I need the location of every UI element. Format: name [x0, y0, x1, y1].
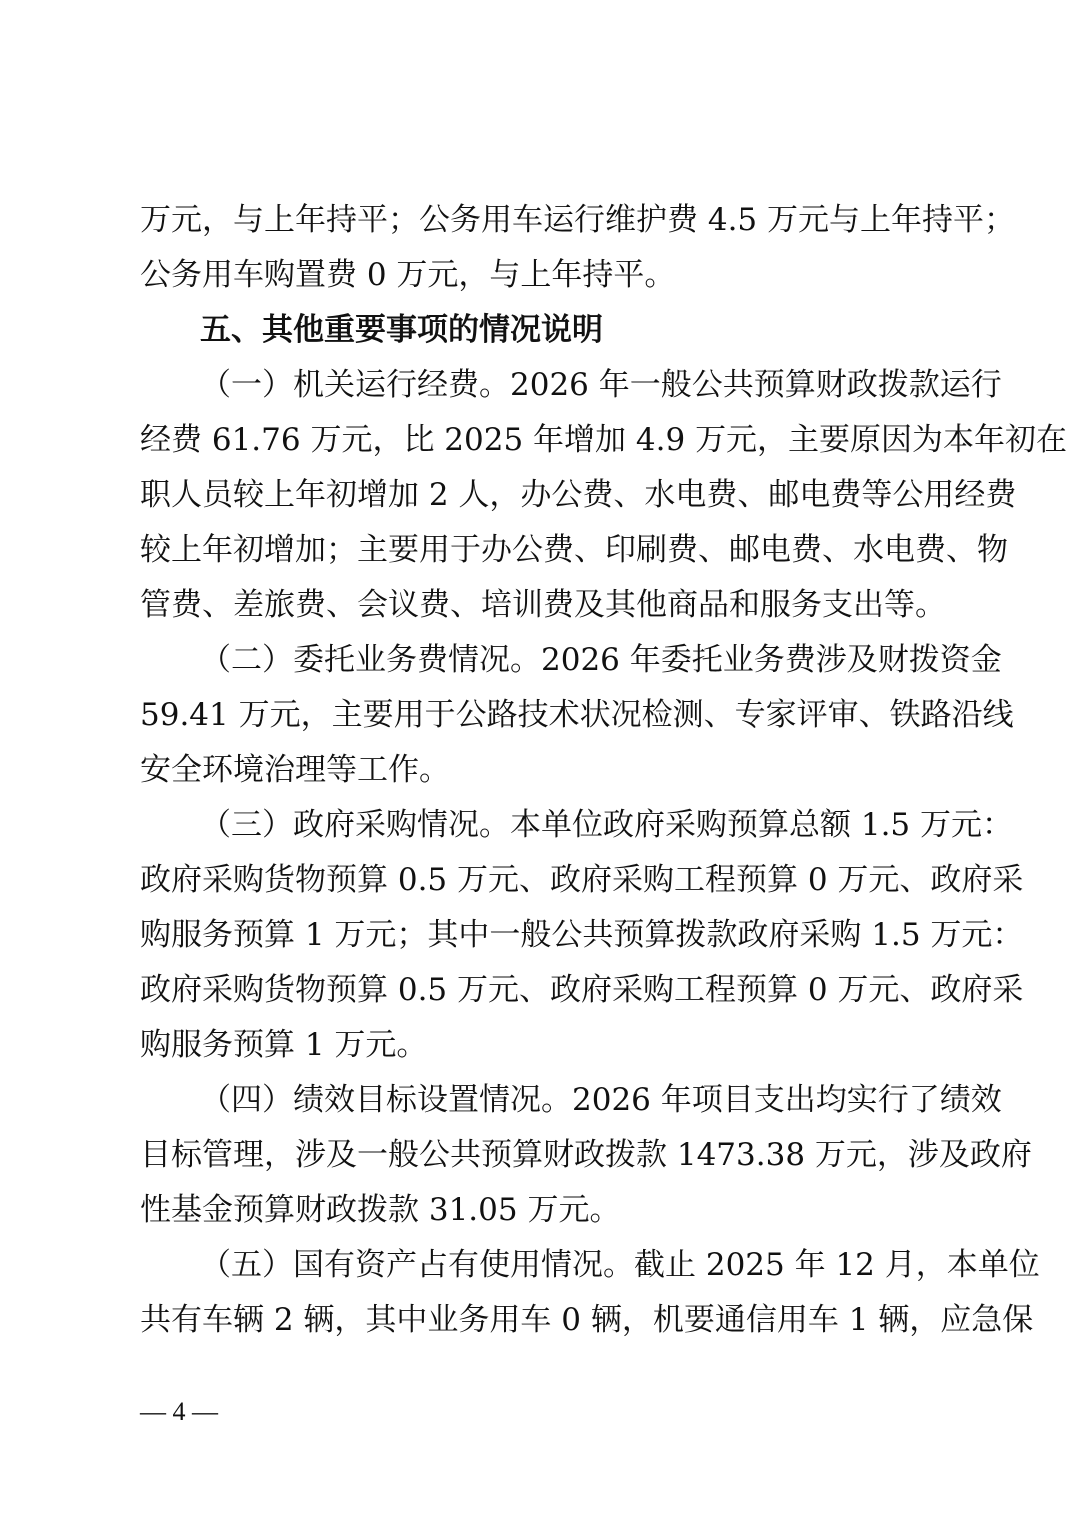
body-line: 政府采购货物预算 0.5 万元、政府采购工程预算 0 万元、政府采	[140, 862, 1024, 898]
body-line: 管费、差旅费、会议费、培训费及其他商品和服务支出等。	[140, 587, 946, 623]
paragraph-start-line: （五）国有资产占有使用情况。截止 2025 年 12 月，本单位	[200, 1247, 1040, 1283]
body-line: 经费 61.76 万元，比 2025 年增加 4.9 万元，主要原因为本年初在	[140, 422, 1068, 458]
paragraph-start-line: （一）机关运行经费。2026 年一般公共预算财政拨款运行	[200, 367, 1002, 403]
paragraph-start-line: （四）绩效目标设置情况。2026 年项目支出均实行了绩效	[200, 1082, 1002, 1118]
body-line: 购服务预算 1 万元；其中一般公共预算拨款政府采购 1.5 万元：	[140, 917, 1024, 953]
paragraph-start-line: （三）政府采购情况。本单位政府采购预算总额 1.5 万元：	[200, 807, 1014, 843]
paragraph-start-line: （二）委托业务费情况。2026 年委托业务费涉及财拨资金	[200, 642, 1002, 678]
body-line: 共有车辆 2 辆，其中业务用车 0 辆，机要通信用车 1 辆，应急保	[140, 1302, 1034, 1338]
section-heading: 五、其他重要事项的情况说明	[200, 312, 603, 348]
body-line: 目标管理，涉及一般公共预算财政拨款 1473.38 万元，涉及政府	[140, 1137, 1032, 1173]
body-line: 较上年初增加；主要用于办公费、印刷费、邮电费、水电费、物	[140, 532, 1008, 568]
body-line: 安全环境治理等工作。	[140, 752, 450, 788]
body-line: 政府采购货物预算 0.5 万元、政府采购工程预算 0 万元、政府采	[140, 972, 1024, 1008]
body-line: 购服务预算 1 万元。	[140, 1027, 428, 1063]
body-line: 万元，与上年持平；公务用车运行维护费 4.5 万元与上年持平；	[140, 202, 1016, 238]
body-line: 职人员较上年初增加 2 人，办公费、水电费、邮电费等公用经费	[140, 477, 1017, 513]
page-number: — 4 —	[140, 1397, 218, 1426]
body-line: 公务用车购置费 0 万元，与上年持平。	[140, 257, 676, 293]
body-line: 59.41 万元，主要用于公路技术状况检测、专家评审、铁路沿线	[140, 697, 1014, 733]
body-line: 性基金预算财政拨款 31.05 万元。	[140, 1192, 621, 1228]
